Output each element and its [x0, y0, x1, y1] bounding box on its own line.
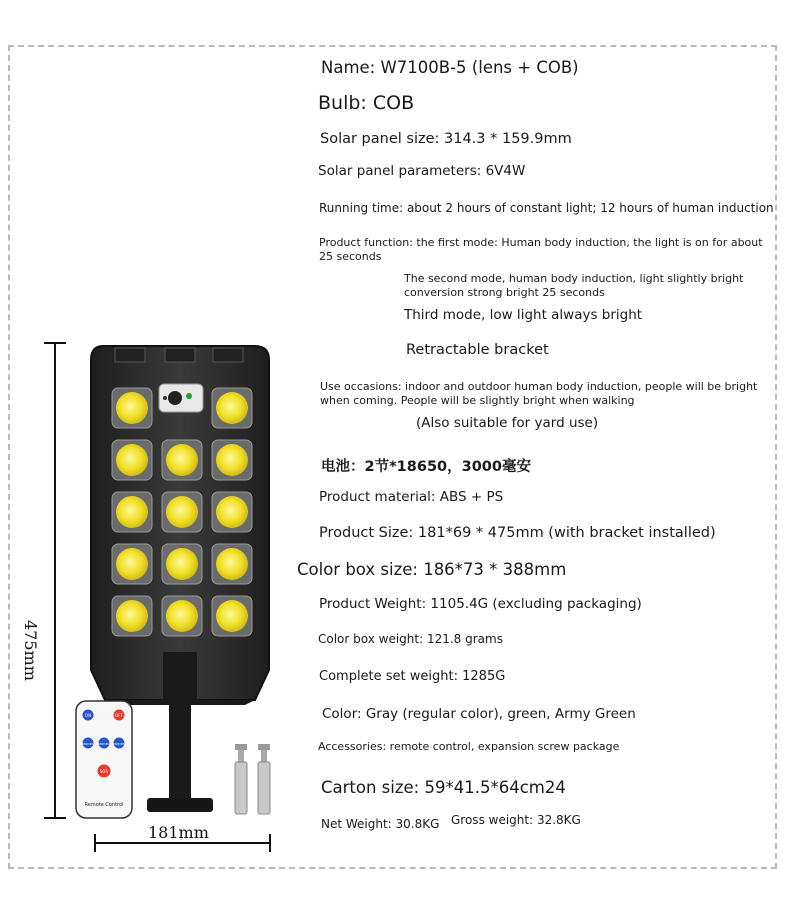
spec-net-weight: Net Weight: 30.8KG [321, 817, 440, 831]
led-bulb [166, 444, 198, 476]
led-bulb [216, 392, 248, 424]
expansion-screws [230, 742, 275, 822]
svg-text:MODE3: MODE3 [113, 742, 125, 746]
height-dimension-label: 475mm [21, 620, 40, 681]
led-bulb [166, 548, 198, 580]
spec-weight: Product Weight: 1105.4G (excluding packaging) [319, 596, 642, 612]
svg-text:MODE1: MODE1 [82, 742, 94, 746]
spec-function-mode-2: The second mode, human body induction, light slightly bright conversion strong bright 25 seconds [404, 272, 744, 299]
svg-text:MODE2: MODE2 [98, 742, 110, 746]
spec-bracket: Retractable bracket [406, 342, 549, 358]
spec-accessories: Accessories: remote control, expansion screw package [318, 740, 620, 753]
led-bulb [116, 392, 148, 424]
spec-product-size: Product Size: 181*69 * 475mm (with bracket installed) [319, 525, 716, 541]
spec-yard-use: (Also suitable for yard use) [416, 415, 599, 431]
spec-box-weight: Color box weight: 121.8 grams [318, 632, 503, 646]
spec-box-size: Color box size: 186*73 * 388mm [297, 560, 567, 579]
spec-use-occasions: Use occasions: indoor and outdoor human body induction, people will be bright when coming. People will be slightly bright when walking [320, 380, 758, 407]
svg-text:ON: ON [84, 713, 92, 718]
svg-text:OFF: OFF [115, 713, 123, 718]
spec-battery: 电池：2节*18650，3000毫安 [321, 459, 531, 475]
led-bulb [216, 444, 248, 476]
spec-function-mode-1: Product function: the first mode: Human body induction, the light is on for about 25 seconds [319, 236, 763, 263]
remote-label: Remote Control [84, 802, 124, 808]
led-bulb [216, 600, 248, 632]
led-bulb [216, 548, 248, 580]
spec-solar-params: Solar panel parameters: 6V4W [318, 163, 526, 179]
spec-bulb: Bulb: COB [318, 92, 415, 114]
led-bulb [116, 496, 148, 528]
spec-name: Name: W7100B-5 (lens + COB) [321, 58, 579, 77]
spec-gross-weight: Gross weight: 32.8KG [451, 813, 581, 827]
led-bulb [166, 600, 198, 632]
spec-solar-size: Solar panel size: 314.3 * 159.9mm [320, 131, 572, 147]
led-bulb [216, 496, 248, 528]
led-bulb [116, 444, 148, 476]
width-dimension-label: 181mm [148, 823, 209, 842]
spec-set-weight: Complete set weight: 1285G [319, 669, 506, 684]
remote-control [75, 700, 135, 820]
svg-text:SOS: SOS [99, 769, 109, 774]
spec-function-mode-3: Third mode, low light always bright [404, 307, 643, 323]
led-bulb [116, 548, 148, 580]
spec-carton: Carton size: 59*41.5*64cm24 [321, 778, 566, 797]
spec-material: Product material: ABS + PS [319, 489, 504, 505]
led-bulb [116, 600, 148, 632]
spec-running-time: Running time: about 2 hours of constant light; 12 hours of human induction [319, 201, 774, 215]
spec-color: Color: Gray (regular color), green, Army Green [322, 706, 636, 722]
led-bulb [166, 496, 198, 528]
